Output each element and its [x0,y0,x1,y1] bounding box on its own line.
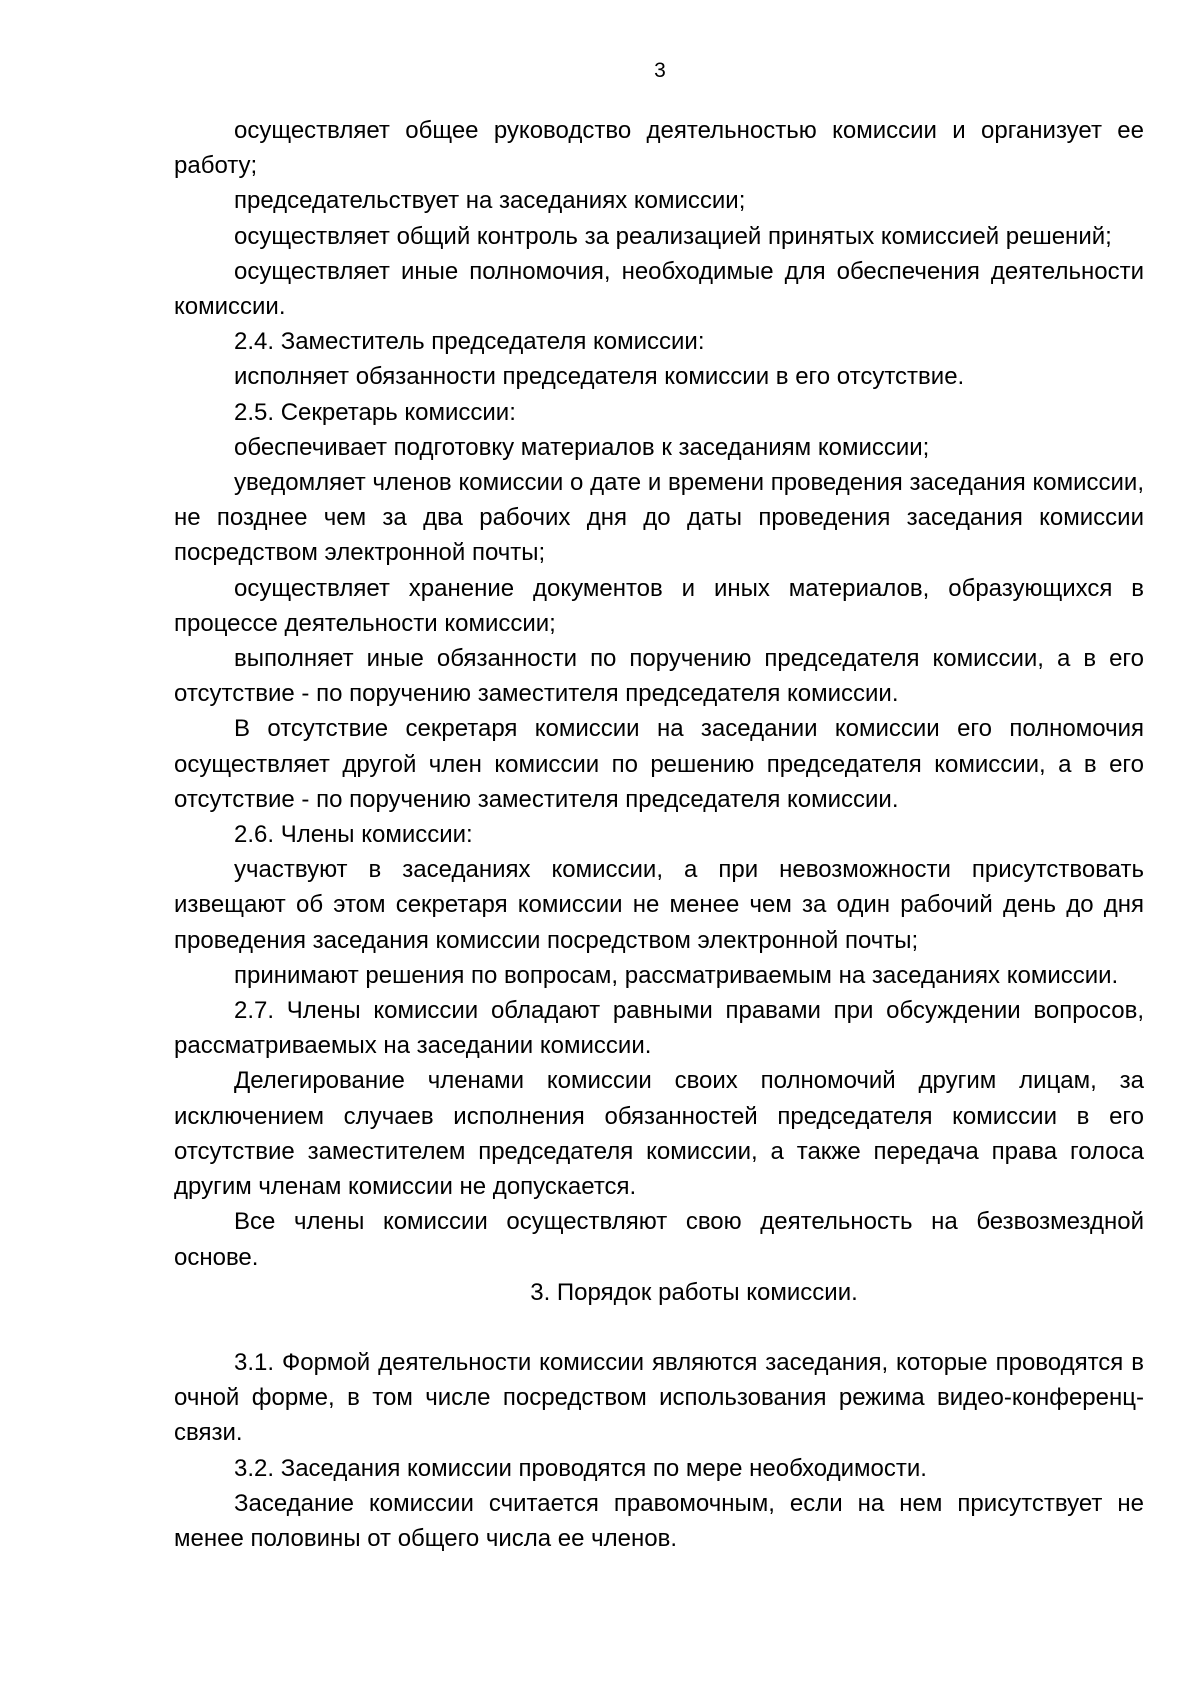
paragraph: осуществляет хранение документов и иных материалов, образующихся в процессе деятельности комиссии; [174,574,1144,637]
document-body [174,113,1144,1556]
paragraph: выполняет иные обязанности по поручению председателя комиссии, а в его отсутствие - по поручению заместителя председателя комиссии. [174,645,1144,708]
paragraph: Делегирование членами комиссии своих полномочий другим лицам, за исключением случаев исполнения обязанностей председателя комиссии в его отсутствие заместителем председателя комиссии, а также передача права голоса другим членам комиссии не допускается. [174,1067,1144,1201]
paragraph: Все члены комиссии осуществляют свою деятельность на безвозмездной основе. [174,1208,1144,1271]
paragraph: Заседание комиссии считается правомочным, если на нем присутствует не менее половины от общего числа ее членов. [174,1489,1144,1552]
paragraph: 2.5. Секретарь комиссии: [234,398,516,426]
paragraph: 2.7. Члены комиссии обладают равными правами при обсуждении вопросов, рассматриваемых на заседании комиссии. [174,997,1144,1060]
paragraph: принимают решения по вопросам, рассматриваемым на заседаниях комиссии. [234,961,1119,989]
paragraph: 3.1. Формой деятельности комиссии являются заседания, которые проводятся в очной форме, в том числе посредством использования режима видео-конференц-связи. [174,1348,1144,1447]
paragraph: 3.2. Заседания комиссии проводятся по мере необходимости. [234,1454,927,1482]
paragraph: председательствует на заседаниях комиссии; [234,187,746,215]
paragraph: уведомляет членов комиссии о дате и времени проведения заседания комиссии, не позднее чем за два рабочих дня до даты проведения заседания комиссии посредством электронной почты; [174,469,1144,567]
paragraph: 2.4. Заместитель председателя комиссии: [234,328,705,356]
paragraph: исполняет обязанности председателя комиссии в его отсутствие. [234,363,965,391]
paragraph: осуществляет общий контроль за реализацией принятых комиссией решений; [234,222,1112,250]
page-number: 3 [654,59,666,82]
paragraph: В отсутствие секретаря комиссии на заседании комиссии его полномочия осуществляет другой член комиссии по решению председателя комиссии, а в его отсутствие - по поручению заместителя председателя комиссии. [174,715,1144,813]
paragraph: 2.6. Члены комиссии: [234,821,473,849]
paragraph: осуществляет иные полномочия, необходимые для обеспечения деятельности комиссии. [174,257,1144,321]
paragraph: участвуют в заседаниях комиссии, а при невозможности присутствовать извещают об этом секретаря комиссии не менее чем за один рабочий день до дня проведения заседания комиссии посредством электронной почты; [174,856,1144,954]
paragraph: обеспечивает подготовку материалов к заседаниям комиссии; [234,433,930,461]
section-heading: 3. Порядок работы комиссии. [530,1278,858,1306]
paragraph: осуществляет общее руководство деятельностью комиссии и организует ее работу; [174,117,1144,180]
